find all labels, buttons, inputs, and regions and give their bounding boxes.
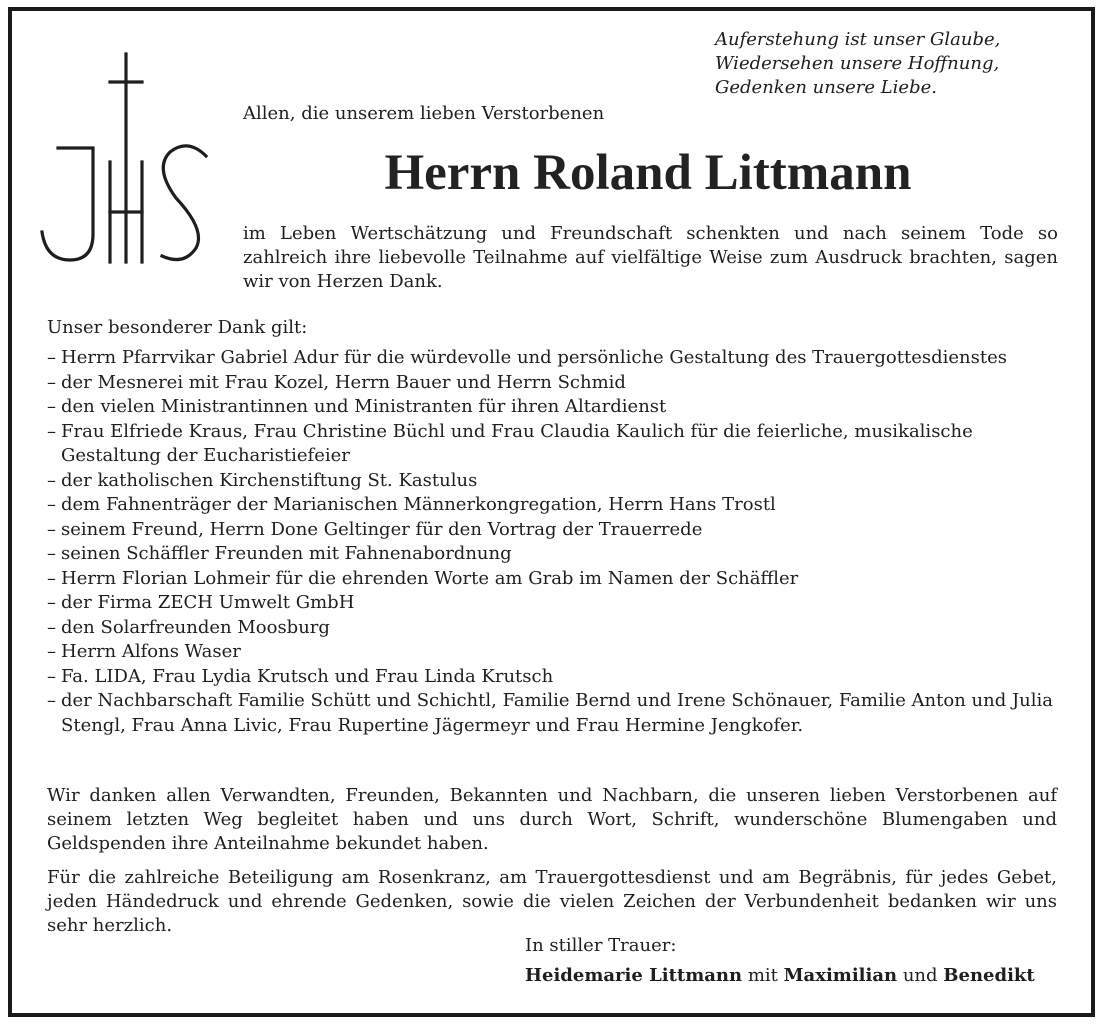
- deceased-name: Herrn Roland Littmann: [384, 145, 912, 201]
- thanks-item: – der katholischen Kirchenstiftung St. Kastulus: [47, 469, 1062, 494]
- signature-name: Maximilian: [783, 965, 898, 986]
- closing-paragraph-2: Für die zahlreiche Beteiligung am Rosenkranz, am Trauergottesdienst und am Begräbnis, für jedes Gebet, jeden Händedruck und ehrende Gedenken, sowie die vielen Zeichen der Verbundenheit bedanken wir uns sehr herzlich.: [47, 867, 1057, 936]
- signature-name: Heidemarie Littmann: [525, 965, 743, 986]
- signature: [525, 964, 1035, 988]
- thanks-item: – Herrn Alfons Waser: [47, 640, 1062, 665]
- motto-line: Wiedersehen unsere Hoffnung,: [715, 53, 1000, 74]
- thanks-item: – den vielen Ministrantinnen und Ministranten für ihren Altardienst: [47, 395, 1062, 420]
- signature-connector: mit: [747, 965, 778, 986]
- thanks-list: [47, 346, 1062, 738]
- thanks-statement: im Leben Wertschätzung und Freundschaft schenkten und nach seinem Tode so zahlreich ihre liebevolle Teilnahme auf vielfältige Weise zum Ausdruck brachten, sagen wir von Herzen Dank.: [243, 223, 1058, 292]
- signature-name: Benedikt: [943, 965, 1035, 986]
- thanks-item: – der Mesnerei mit Frau Kozel, Herrn Bauer und Herrn Schmid: [47, 371, 1062, 396]
- closing-paragraph-1: Wir danken allen Verwandten, Freunden, Bekannten und Nachbarn, die unseren lieben Verstorbenen auf seinem letzten Weg begleitet haben und uns durch Wort, Schrift, wunderschöne Blumengaben und Geldspenden ihre Anteilnahme bekundet haben.: [47, 785, 1057, 854]
- thanks-item: – Frau Elfriede Kraus, Frau Christine Büchl und Frau Claudia Kaulich für die feierliche, musikalische Gestaltung der Eucharistiefeier: [47, 420, 1062, 469]
- thanks-item: – Fa. LIDA, Frau Lydia Krutsch und Frau Linda Krutsch: [47, 665, 1062, 690]
- signature-connector: und: [902, 965, 938, 986]
- thanks-item: – Herrn Florian Lohmeir für die ehrenden Worte am Grab im Namen der Schäffler: [47, 567, 1062, 592]
- thanks-item: – Herrn Pfarrvikar Gabriel Adur für die würdevolle und persönliche Gestaltung des Trauergottesdienstes: [47, 346, 1062, 371]
- thanks-item: – seinen Schäffler Freunden mit Fahnenabordnung: [47, 542, 1062, 567]
- thanks-item: – der Firma ZECH Umwelt GmbH: [47, 591, 1062, 616]
- intro-text: Allen, die unserem lieben Verstorbenen: [243, 103, 605, 124]
- jhs-cross-icon: [30, 52, 220, 272]
- thanks-item: – dem Fahnenträger der Marianischen Männerkongregation, Herrn Hans Trostl: [47, 493, 1062, 518]
- signature-intro: In stiller Trauer:: [525, 935, 677, 956]
- motto: [715, 28, 1000, 100]
- thanks-item: – der Nachbarschaft Familie Schütt und Schichtl, Familie Bernd und Irene Schönauer, Familie Anton und Julia Stengl, Frau Anna Livic, Frau Rupertine Jägermeyr und Frau Hermine Jengkofer.: [47, 689, 1062, 738]
- motto-line: Gedenken unsere Liebe.: [715, 77, 937, 98]
- thanks-item: – den Solarfreunden Moosburg: [47, 616, 1062, 641]
- thanks-heading: Unser besonderer Dank gilt:: [47, 317, 308, 338]
- thanks-item: – seinem Freund, Herrn Done Geltinger für den Vortrag der Trauerrede: [47, 518, 1062, 543]
- motto-line: Auferstehung ist unser Glaube,: [715, 29, 1001, 50]
